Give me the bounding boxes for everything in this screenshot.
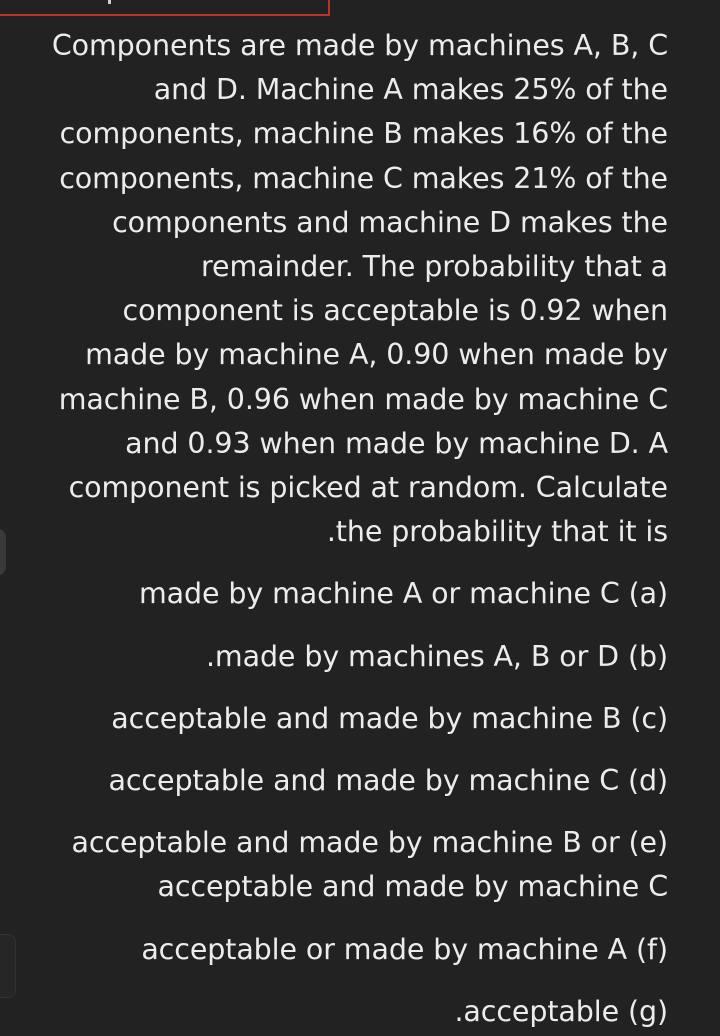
part-e xyxy=(22,821,668,909)
intro-line: component is picked at random. Calculate xyxy=(68,471,668,505)
intro-line: made by machine A, 0.90 when made by xyxy=(85,338,668,372)
intro-line: components, machine B makes 16% of the xyxy=(59,117,668,151)
question-intro xyxy=(22,24,668,554)
intro-line: components, machine C makes 21% of the xyxy=(59,161,668,195)
part-b: .made by machines A, B or D (b) xyxy=(205,639,668,673)
header-mark xyxy=(108,0,111,4)
part-e-line: acceptable and made by machine B or (e) xyxy=(71,826,668,860)
intro-line: components and machine D makes the xyxy=(112,205,668,239)
intro-line: and 0.93 when made by machine D. A xyxy=(125,426,668,460)
intro-line: component is acceptable is 0.92 when xyxy=(122,294,668,328)
header-frame xyxy=(0,0,330,16)
intro-line: remainder. The probability that a xyxy=(201,250,668,284)
intro-line: .the probability that it is xyxy=(326,515,668,549)
intro-line: Components are made by machines A, B, C xyxy=(51,29,668,62)
part-f: acceptable or made by machine A (f) xyxy=(141,932,668,966)
part-a: made by machine A or machine C (a) xyxy=(138,577,668,611)
part-g: .acceptable (g) xyxy=(454,994,668,1028)
part-c: acceptable and made by machine B (c) xyxy=(111,701,668,735)
part-e-line: acceptable and made by machine C xyxy=(157,870,668,904)
part-d: acceptable and made by machine C (d) xyxy=(108,764,668,798)
intro-line: machine B, 0.96 when made by machine C xyxy=(58,382,668,416)
intro-line: and D. Machine A makes 25% of the xyxy=(153,73,668,107)
side-panel-tab[interactable] xyxy=(0,934,16,998)
side-scroll-handle[interactable] xyxy=(0,528,6,576)
question-text xyxy=(22,24,668,1034)
